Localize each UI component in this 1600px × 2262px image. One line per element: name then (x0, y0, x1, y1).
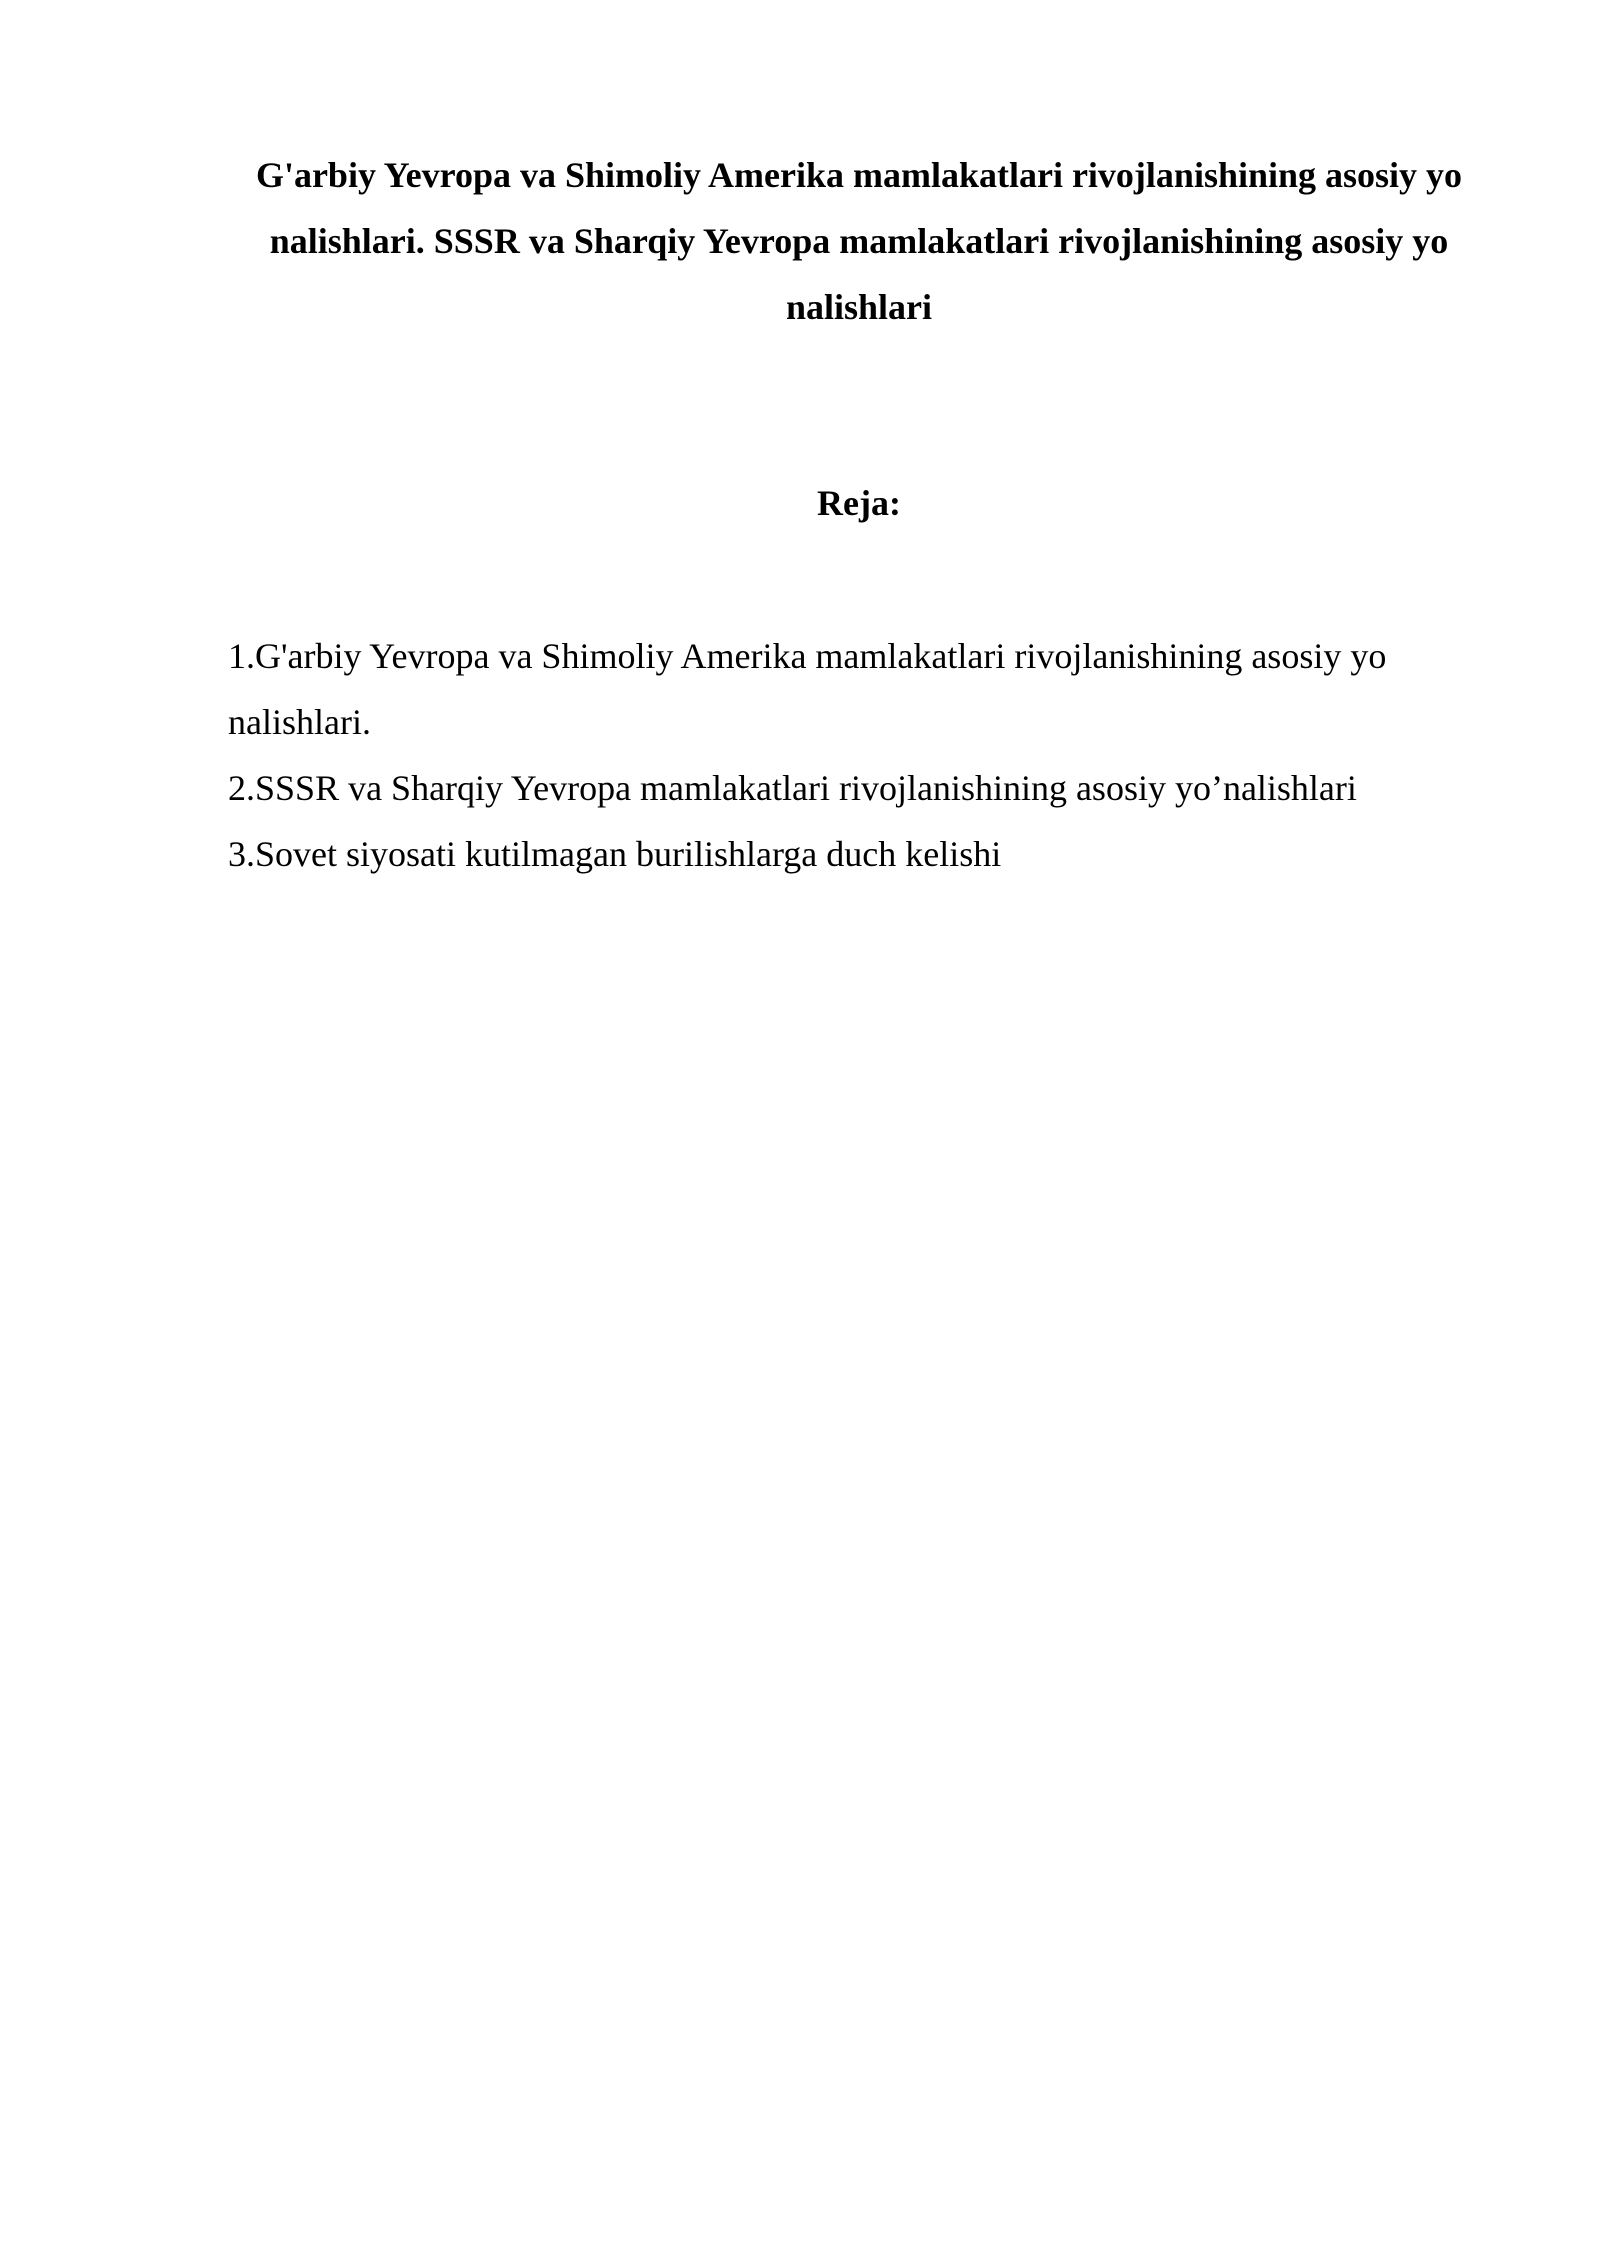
plan-item-3: 3.Sovet siyosati kutilmagan burilishlarga duch kelishi (228, 834, 1002, 874)
plan-list (228, 623, 1490, 887)
document-title: G'arbiy Yevropa va Shimoliy Amerika mamlakatlari rivojlanishining asosiy yo nalishlari. SSSR va Sharqiy Yevropa mamlakatlari rivojlanishining asosiy yo nalishlari (255, 155, 1463, 327)
plan-item-2: 2.SSSR va Sharqiy Yevropa mamlakatlari rivojlanishining asosiy yo’nalishlari (228, 768, 1357, 808)
plan-item-1: 1.G'arbiy Yevropa va Shimoliy Amerika mamlakatlari rivojlanishining asosiy yo nalishlari. (228, 636, 1387, 742)
plan-heading: Reja: (817, 483, 901, 523)
